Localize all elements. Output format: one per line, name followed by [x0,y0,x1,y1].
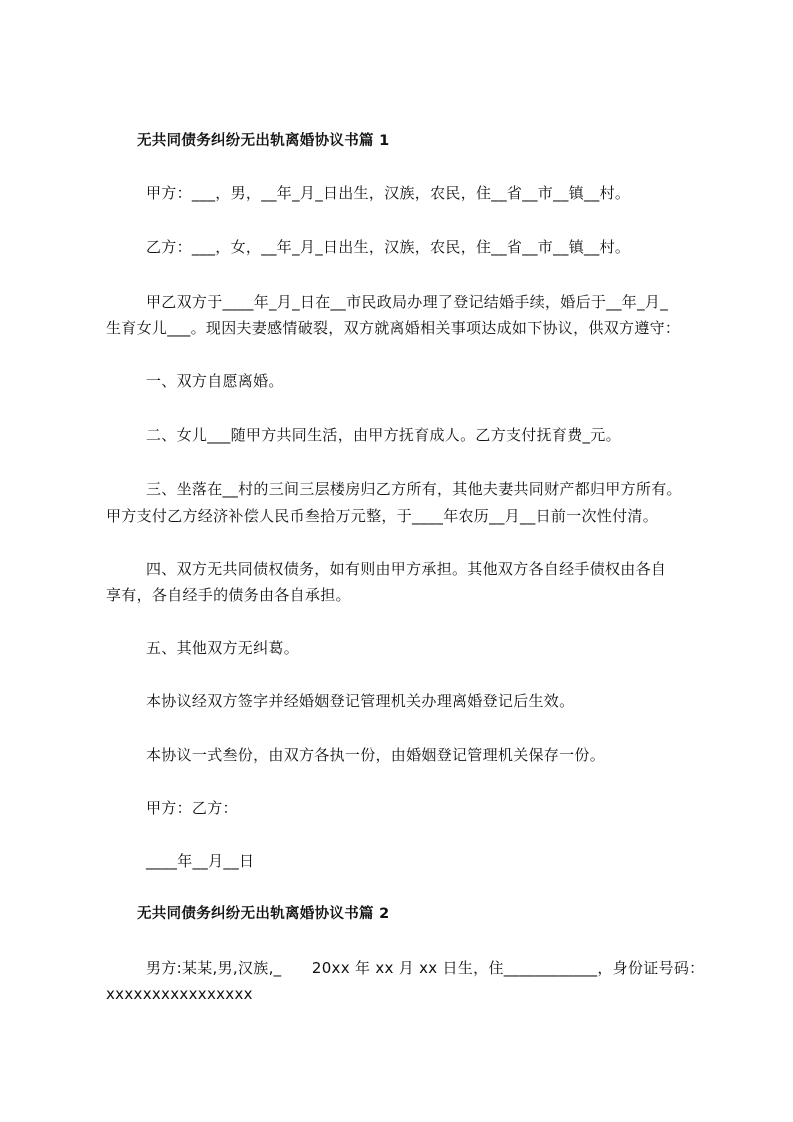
party-b-info: 乙方：___，女，__年_月_日出生，汉族，农民，住__省__市__镇__村。 [146,238,631,256]
clause-4-line-2: 享有，各自经手的债务由各自承担。 [106,586,351,604]
intro-paragraph-line-2: 生育女儿___。现因夫妻感情破裂，双方就离婚相关事项达成如下协议，供双方遵守： [106,319,681,337]
copies-statement: 本协议一式叁份，由双方各执一份，由婚姻登记管理机关保存一份。 [146,746,606,764]
male-party-info-line-2: xxxxxxxxxxxxxxxx [106,985,253,1003]
effect-statement: 本协议经双方签字并经婚姻登记管理机关办理离婚登记后生效。 [146,692,575,710]
signature-line: 甲方：乙方： [146,799,238,817]
intro-paragraph-line-1: 甲乙双方于____年_月_日在__市民政局办理了登记结婚手续，婚后于__年_月_ [146,293,669,311]
section-2-title: 无共同债务纠纷无出轨离婚协议书篇 2 [137,906,390,922]
clause-2: 二、女儿___随甲方共同生活，由甲方抚育成人。乙方支付抚育费_元。 [146,426,621,444]
date-line: ____年__月__日 [146,852,255,870]
clause-3-line-1: 三、坐落在__村的三间三层楼房归乙方所有，其他夫妻共同财产都归甲方所有。 [146,480,682,498]
party-a-info: 甲方：___，男，__年_月_日出生，汉族，农民，住__省__市__镇__村。 [146,184,631,202]
male-party-info-line-1: 男方:某某,男,汉族,_ 20xx 年 xx 月 xx 日生，住____________，身份证号码： [146,959,705,977]
clause-3-line-2: 甲方支付乙方经济补偿人民币叁拾万元整，于____年农历__月__日前一次性付清。 [106,507,659,525]
clause-5: 五、其他双方无纠葛。 [146,639,300,657]
clause-1: 一、双方自愿离婚。 [146,372,284,390]
section-1-title: 无共同债务纠纷无出轨离婚协议书篇 1 [137,133,390,149]
clause-4-line-1: 四、双方无共同债权债务，如有则由甲方承担。其他双方各自经手债权由各自 [146,560,667,578]
